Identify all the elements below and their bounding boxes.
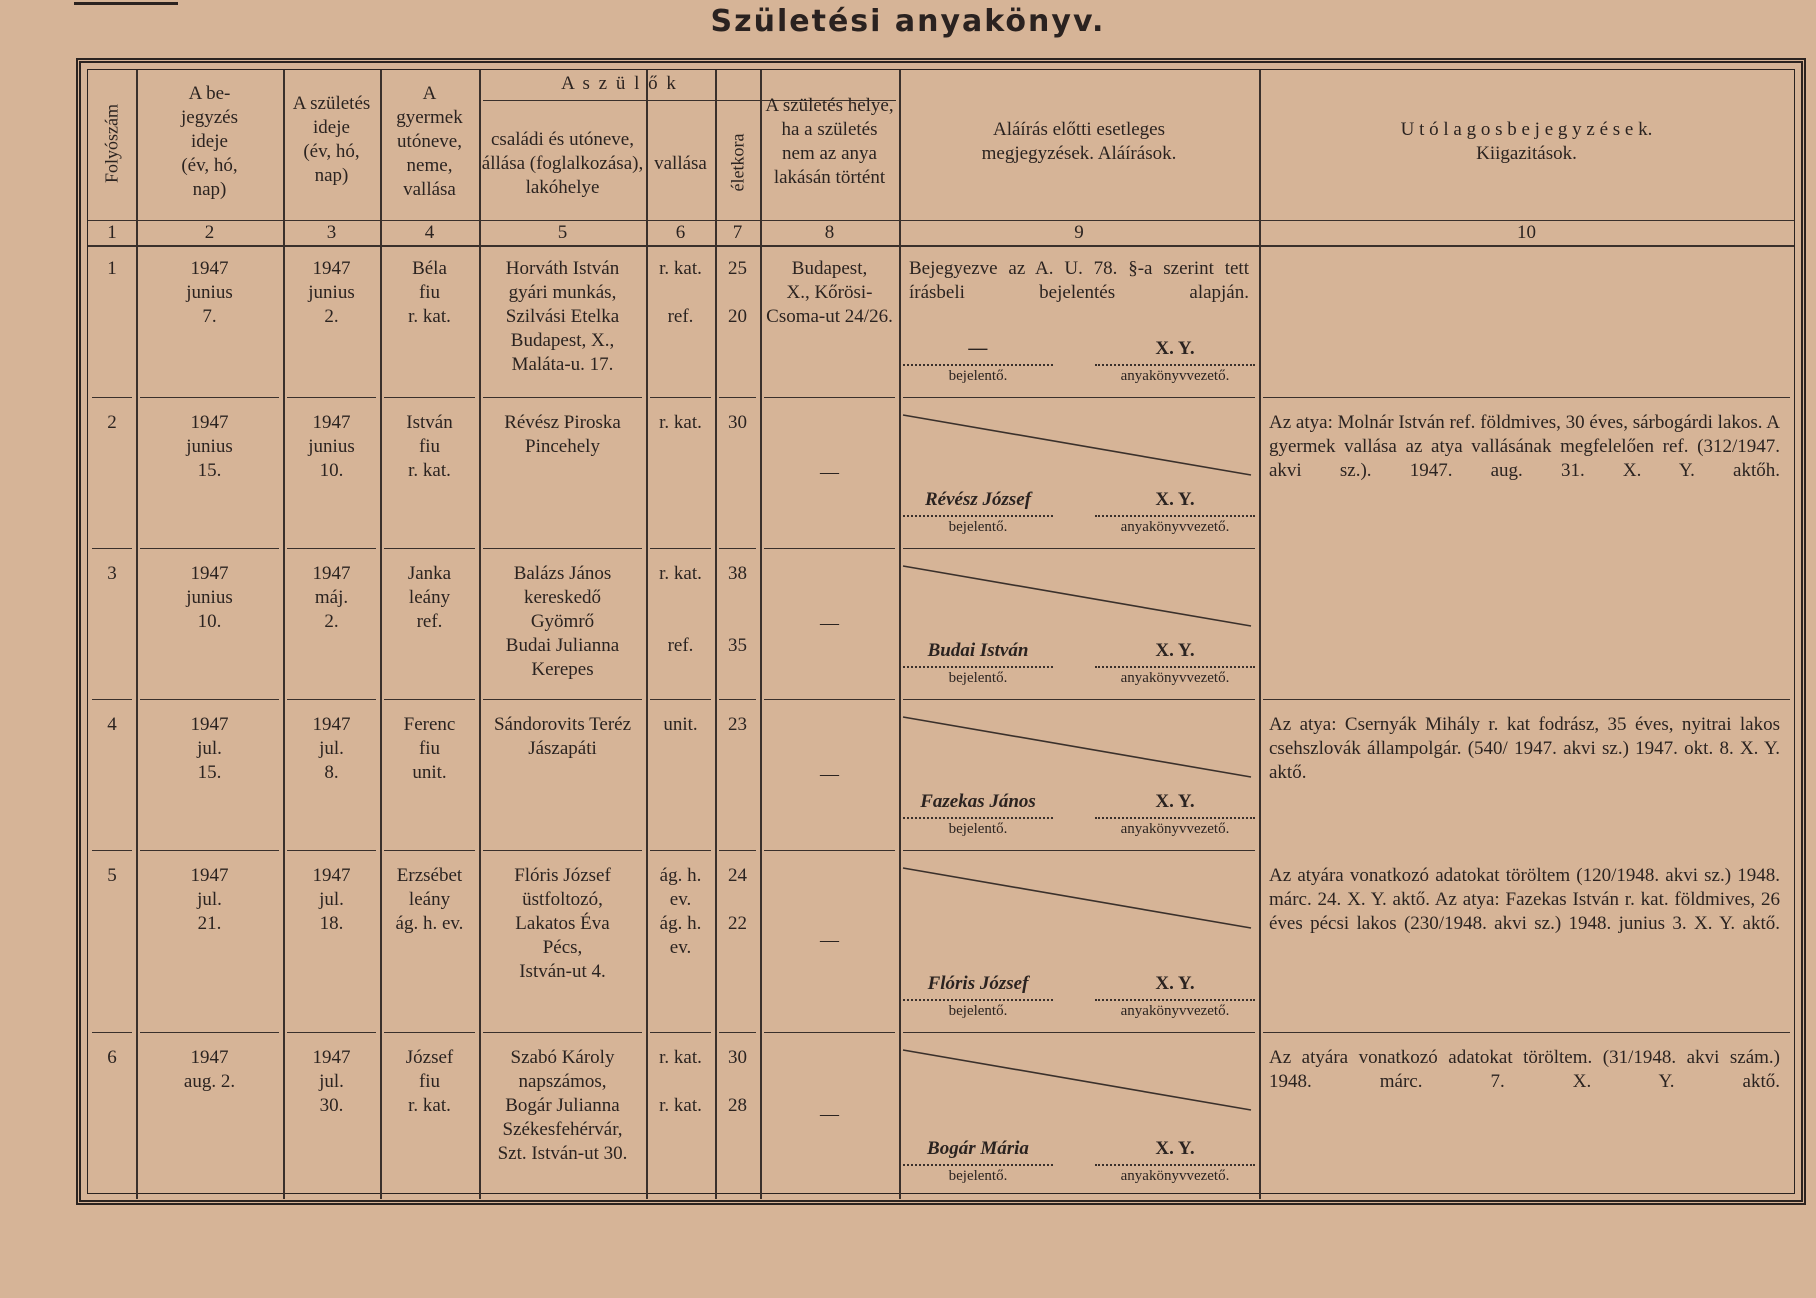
- parents-name: Horváth István gyári munkás, Szilvási Etelka Budapest, X., Maláta-u. 17.: [505, 258, 620, 375]
- row-divider: [140, 397, 279, 398]
- parents-name: Révész Piroska Pincehely: [504, 412, 621, 457]
- signature-line: [903, 999, 1053, 1001]
- informant-signature: Budai István: [927, 640, 1029, 661]
- signature-line: [1095, 666, 1255, 668]
- header-gyermek: A gyermek utóneve, neme, vallása: [396, 83, 463, 200]
- birth-place: —: [820, 764, 839, 785]
- informant-label: bejelentő.: [948, 519, 1008, 535]
- strike-line: [903, 868, 1251, 928]
- parents-age: 30 28: [728, 1047, 747, 1116]
- birth-place: —: [820, 1104, 839, 1125]
- registrar-label: anyakönyvvezető.: [1120, 1168, 1230, 1184]
- parents-religion: r. kat.: [659, 412, 702, 433]
- parents-religion: r. kat. ref.: [659, 258, 702, 327]
- row-divider: [92, 548, 132, 549]
- row-divider: [903, 1032, 1255, 1033]
- row-divider: [719, 548, 756, 549]
- parents-religion: unit.: [663, 714, 698, 735]
- header-utolagos: U t ó l a g o s b e j e g y z é s e k. Kiigazitások.: [1400, 119, 1653, 164]
- signature-line: [903, 1164, 1053, 1166]
- birth-date: 1947 jul. 18.: [312, 865, 351, 934]
- parents-name: Balázs János kereskedő Gyömrő Budai Julianna Kerepes: [505, 563, 620, 680]
- child-name: István fiu r. kat.: [406, 412, 453, 481]
- strike-line: [903, 1050, 1251, 1110]
- entry-date: 1947 junius 10.: [186, 563, 233, 632]
- row-divider: [1263, 1032, 1790, 1033]
- signature-line: [903, 515, 1053, 517]
- row-divider: [140, 548, 279, 549]
- parents-age: 38 35: [728, 563, 747, 656]
- header-szulok: A s z ü l ő k: [561, 73, 678, 94]
- later-entry: Az atya: Molnár István ref. földmives, 30 éves, sárbogárdi lakos. A gyermek vallása az atya vallásának megfelelően ref. (312/1947. akvi sz.). 1947. aug. 31. X. Y. aktőh.: [1269, 412, 1780, 481]
- entry-date: 1947 junius 7.: [186, 258, 233, 327]
- row-divider: [1263, 397, 1790, 398]
- later-entry: Az atyára vonatkozó adatokat töröltem (120/1948. akvi sz.) 1948. márc. 24. X. Y. aktő. Az atya: Fazekas István r. kat. földmives, 26 éves pécsi lakos (230/1948. akvi sz.) 1948. junius 3. X. Y. aktő.: [1269, 865, 1780, 934]
- informant-label: bejelentő.: [948, 368, 1008, 384]
- column-number: 7: [732, 222, 743, 243]
- row-divider: [287, 850, 376, 851]
- row-divider: [719, 850, 756, 851]
- column-number: 4: [424, 222, 435, 243]
- row-divider: [650, 1032, 711, 1033]
- row-divider: [287, 699, 376, 700]
- row-divider: [92, 397, 132, 398]
- registrar-signature: X. Y.: [1155, 1138, 1195, 1159]
- signature-line: [903, 364, 1053, 366]
- registrar-signature: X. Y.: [1155, 338, 1195, 359]
- row-divider: [719, 397, 756, 398]
- birth-place: —: [820, 462, 839, 483]
- birth-date: 1947 jul. 30.: [312, 1047, 351, 1116]
- row-divider: [483, 850, 642, 851]
- row-divider: [92, 699, 132, 700]
- row-divider: [140, 1032, 279, 1033]
- child-name: József fiu r. kat.: [405, 1047, 454, 1116]
- birth-date: 1947 jul. 8.: [312, 714, 351, 783]
- parents-religion: ág. h. ev. ág. h. ev.: [659, 865, 702, 958]
- register-table-inner: [87, 69, 1795, 1194]
- entry-date: 1947 aug. 2.: [183, 1047, 236, 1092]
- registrar-label: anyakönyvvezető.: [1120, 1003, 1230, 1019]
- row-number: 6: [107, 1047, 117, 1068]
- row-divider: [719, 1032, 756, 1033]
- column-number: 8: [824, 222, 835, 243]
- informant-label: bejelentő.: [948, 1003, 1008, 1019]
- row-divider: [483, 699, 642, 700]
- parents-name: Sándorovits Teréz Jászapáti: [493, 714, 632, 759]
- page-title: Születési anyakönyv.: [710, 4, 1106, 39]
- header-vallasa: vallása: [654, 153, 707, 174]
- later-entry: Az atyára vonatkozó adatokat töröltem. (31/1948. akvi szám.) 1948. márc. 7. X. Y. aktő.: [1269, 1047, 1780, 1092]
- header-folyoszam: Folyószám: [101, 104, 122, 183]
- registrar-label: anyakönyvvezető.: [1120, 519, 1230, 535]
- entry-date: 1947 jul. 15.: [190, 714, 229, 783]
- row-divider: [140, 699, 279, 700]
- row-number: 3: [107, 563, 117, 584]
- informant-signature: Flóris József: [927, 973, 1029, 994]
- header-szuletes-ideje: A születés ideje (év, hó, nap): [292, 93, 371, 186]
- row-number: 2: [107, 412, 117, 433]
- parents-religion: r. kat. r. kat.: [659, 1047, 702, 1116]
- signature-line: [903, 817, 1053, 819]
- column-number: 5: [557, 222, 568, 243]
- child-name: Ferenc fiu unit.: [403, 714, 456, 783]
- column-number: 10: [1517, 222, 1536, 243]
- row-divider: [483, 548, 642, 549]
- strike-line: [903, 415, 1251, 475]
- birth-date: 1947 junius 10.: [308, 412, 355, 481]
- row-divider: [903, 850, 1255, 851]
- registrar-label: anyakönyvvezető.: [1120, 368, 1230, 384]
- header-szuletes-helye: A születés helye, ha a születés nem az anya lakásán történt: [765, 95, 894, 188]
- row-divider: [92, 850, 132, 851]
- row-number: 1: [107, 258, 117, 279]
- row-divider: [140, 850, 279, 851]
- row-divider: [650, 548, 711, 549]
- row-divider: [384, 1032, 475, 1033]
- birth-place: Budapest, X., Kőrösi- Csoma-ut 24/26.: [766, 258, 893, 327]
- registrar-signature: X. Y.: [1155, 489, 1195, 510]
- parents-age: 23: [728, 714, 747, 735]
- row-divider: [903, 397, 1255, 398]
- column-number: 2: [204, 222, 215, 243]
- column-number: 1: [107, 222, 117, 243]
- informant-label: bejelentő.: [948, 821, 1008, 837]
- row-divider: [483, 1032, 642, 1033]
- registrar-signature: X. Y.: [1155, 640, 1195, 661]
- registrar-signature: X. Y.: [1155, 791, 1195, 812]
- signature-line: [1095, 999, 1255, 1001]
- row-divider: [650, 850, 711, 851]
- header-bejegyzes-ideje: A be- jegyzés ideje (év, hó, nap): [181, 83, 238, 200]
- parents-age: 25 20: [728, 258, 747, 327]
- signature-line: [1095, 817, 1255, 819]
- informant-signature: Révész József: [924, 489, 1032, 510]
- child-name: Erzsébet leány ág. h. ev.: [395, 865, 464, 934]
- row-divider: [903, 699, 1255, 700]
- registrar-signature: X. Y.: [1155, 973, 1195, 994]
- row-divider: [384, 699, 475, 700]
- row-divider: [764, 699, 895, 700]
- row-divider: [92, 1032, 132, 1033]
- column-number: 3: [326, 222, 337, 243]
- strike-lines: [88, 70, 1794, 1199]
- birth-date: 1947 máj. 2.: [312, 563, 351, 632]
- parents-name: Szabó Károly napszámos, Bogár Julianna Székesfehérvár, Szt. István-ut 30.: [497, 1047, 628, 1164]
- row-number: 5: [107, 865, 117, 886]
- row-divider: [650, 699, 711, 700]
- birth-date: 1947 junius 2.: [308, 258, 355, 327]
- register-table: [76, 58, 1806, 1205]
- row-number: 4: [107, 714, 117, 735]
- strike-line: [903, 717, 1251, 777]
- birth-place: —: [820, 613, 839, 634]
- informant-signature: —: [968, 338, 988, 359]
- row-divider: [287, 1032, 376, 1033]
- header-alairas: Aláírás előtti esetleges megjegyzések. Aláírások.: [981, 119, 1177, 164]
- entry-date: 1947 junius 15.: [186, 412, 233, 481]
- row-divider: [384, 850, 475, 851]
- row-divider: [650, 397, 711, 398]
- column-number: 9: [1074, 222, 1084, 243]
- column-number: 6: [675, 222, 686, 243]
- informant-label: bejelentő.: [948, 1168, 1008, 1184]
- informant-label: bejelentő.: [948, 670, 1008, 686]
- informant-signature: Fazekas János: [920, 791, 1036, 812]
- parents-religion: r. kat. ref.: [659, 563, 702, 656]
- parents-age: 30: [728, 412, 747, 433]
- signature-line: [1095, 515, 1255, 517]
- pre-signature-remark: Bejegyezve az A. U. 78. §-a szerint tett írásbeli bejelentés alapján.: [909, 258, 1249, 303]
- child-name: Béla fiu r. kat.: [408, 258, 451, 327]
- row-divider: [287, 397, 376, 398]
- signature-line: [1095, 364, 1255, 366]
- row-divider: [903, 548, 1255, 549]
- header-eletkora: életkora: [727, 133, 747, 192]
- registrar-label: anyakönyvvezető.: [1120, 670, 1230, 686]
- row-divider: [764, 1032, 895, 1033]
- header-szulok-nev: családi és utóneve, állása (foglalkozása), lakóhelye: [481, 129, 644, 198]
- row-divider: [764, 548, 895, 549]
- row-divider: [764, 397, 895, 398]
- entry-date: 1947 jul. 21.: [190, 865, 229, 934]
- parents-age: 24 22: [728, 865, 747, 934]
- row-divider: [483, 397, 642, 398]
- registrar-label: anyakönyvvezető.: [1120, 821, 1230, 837]
- row-divider: [1263, 699, 1790, 700]
- row-divider: [384, 397, 475, 398]
- signature-line: [1095, 1164, 1255, 1166]
- parents-name: Flóris József üstfoltozó, Lakatos Éva Pécs, István-ut 4.: [514, 865, 611, 982]
- birth-place: —: [820, 930, 839, 951]
- strike-line: [903, 566, 1251, 626]
- row-divider: [719, 699, 756, 700]
- informant-signature: Bogár Mária: [927, 1138, 1029, 1159]
- child-name: Janka leány ref.: [407, 563, 452, 632]
- row-divider: [384, 548, 475, 549]
- signature-line: [903, 666, 1053, 668]
- later-entry: Az atya: Csernyák Mihály r. kat fodrász, 35 éves, nyitrai lakos csehszlovák állampolgár. (540/ 1947. akvi sz.) 1947. okt. 8. X. Y. aktő.: [1269, 714, 1780, 783]
- row-divider: [287, 548, 376, 549]
- row-divider: [764, 850, 895, 851]
